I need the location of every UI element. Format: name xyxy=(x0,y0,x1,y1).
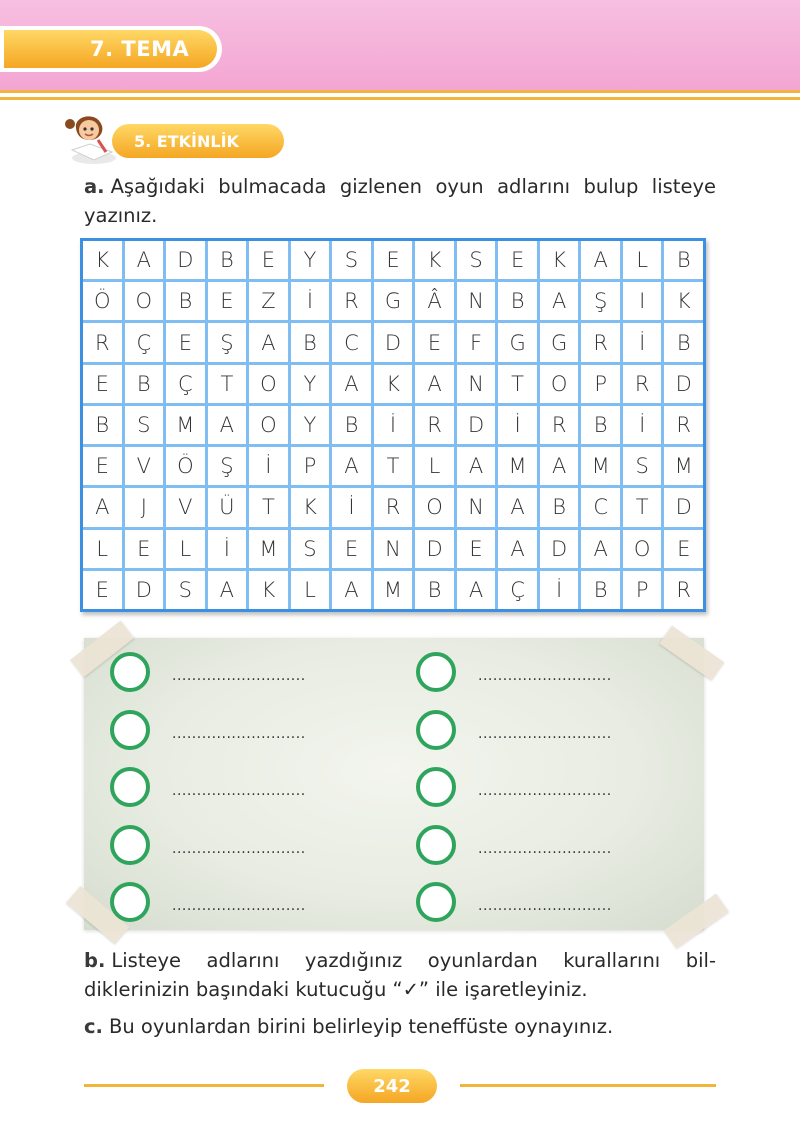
checkbox-circle[interactable] xyxy=(416,882,456,922)
activity-title: 5. ETKİNLİK xyxy=(134,131,239,151)
grid-letter-cell: E xyxy=(83,365,122,403)
grid-letter-cell: E xyxy=(208,282,247,320)
grid-letter-cell: K xyxy=(83,241,122,279)
answer-blank-line[interactable]: ........................... xyxy=(478,725,612,742)
checkbox-circle[interactable] xyxy=(110,825,150,865)
grid-letter-cell: P xyxy=(581,365,620,403)
grid-letter-cell: K xyxy=(291,488,330,526)
grid-letter-cell: O xyxy=(249,365,288,403)
grid-letter-cell: E xyxy=(374,241,413,279)
grid-letter-cell: G xyxy=(540,323,579,361)
grid-letter-cell: A xyxy=(332,447,371,485)
grid-letter-cell: E xyxy=(83,571,122,609)
grid-letter-cell: A xyxy=(457,571,496,609)
grid-letter-cell: Ö xyxy=(83,282,122,320)
answer-entry xyxy=(110,652,306,692)
grid-letter-cell: K xyxy=(415,241,454,279)
grid-letter-cell: A xyxy=(498,488,537,526)
answer-entry xyxy=(416,825,612,865)
page-number-badge xyxy=(344,1066,440,1106)
grid-letter-cell: V xyxy=(125,447,164,485)
grid-letter-cell: A xyxy=(498,530,537,568)
answer-blank-line[interactable]: ........................... xyxy=(172,898,306,914)
grid-letter-cell: S xyxy=(291,530,330,568)
grid-letter-cell: T xyxy=(498,365,537,403)
grid-letter-cell: E xyxy=(125,530,164,568)
grid-letter-cell: E xyxy=(457,530,496,568)
grid-letter-cell: D xyxy=(125,571,164,609)
grid-letter-cell: I xyxy=(623,282,662,320)
page-number: 242 xyxy=(373,1075,411,1097)
grid-letter-cell: J xyxy=(125,488,164,526)
grid-letter-cell: Ş xyxy=(208,323,247,361)
answer-entry xyxy=(416,652,612,692)
grid-letter-cell: İ xyxy=(623,406,662,444)
task-c-text: Bu oyunlardan birini belirleyip teneffüste oynayınız. xyxy=(108,1015,614,1038)
grid-letter-cell: M xyxy=(374,571,413,609)
theme-title: 7. TEMA xyxy=(90,37,190,61)
grid-letter-cell: B xyxy=(291,323,330,361)
grid-letter-cell: D xyxy=(664,488,703,526)
grid-letter-cell: B xyxy=(415,571,454,609)
grid-letter-cell: Z xyxy=(249,282,288,320)
answer-blank-line[interactable]: ........................... xyxy=(172,725,306,742)
grid-letter-cell: A xyxy=(83,488,122,526)
grid-letter-cell: R xyxy=(664,571,703,609)
grid-letter-cell: B xyxy=(581,571,620,609)
grid-letter-cell: V xyxy=(166,488,205,526)
grid-letter-cell: M xyxy=(249,530,288,568)
grid-letter-cell: B xyxy=(540,488,579,526)
grid-letter-cell: Ü xyxy=(208,488,247,526)
task-c-label: c. xyxy=(84,1015,103,1038)
grid-letter-cell: O xyxy=(540,365,579,403)
grid-letter-cell: L xyxy=(83,530,122,568)
answer-blank-line[interactable]: ........................... xyxy=(478,840,612,857)
grid-letter-cell: O xyxy=(125,282,164,320)
grid-letter-cell: Ş xyxy=(208,447,247,485)
answer-entry xyxy=(416,882,612,922)
task-b-label: b. xyxy=(84,949,106,972)
grid-letter-cell: E xyxy=(166,323,205,361)
grid-letter-cell: B xyxy=(498,282,537,320)
task-a-text: Aşağıdaki bulmacada gizlenen oyun adlarını bulup listeye yazınız. xyxy=(84,175,716,227)
grid-letter-cell: F xyxy=(457,323,496,361)
grid-letter-cell: T xyxy=(374,447,413,485)
grid-letter-cell: O xyxy=(249,406,288,444)
grid-letter-cell: A xyxy=(581,530,620,568)
grid-letter-cell: E xyxy=(249,241,288,279)
footer-divider xyxy=(460,1084,716,1087)
grid-letter-cell: K xyxy=(664,282,703,320)
answer-blank-line[interactable]: ........................... xyxy=(478,783,612,799)
grid-letter-cell: B xyxy=(664,323,703,361)
checkbox-circle[interactable] xyxy=(416,652,456,692)
answer-entry xyxy=(110,882,306,922)
grid-letter-cell: Ç xyxy=(166,365,205,403)
grid-letter-cell: A xyxy=(332,571,371,609)
grid-letter-cell: D xyxy=(457,406,496,444)
grid-letter-cell: B xyxy=(664,241,703,279)
grid-letter-cell: R xyxy=(664,406,703,444)
grid-letter-cell: M xyxy=(166,406,205,444)
grid-letter-cell: Â xyxy=(415,282,454,320)
grid-letter-cell: D xyxy=(664,365,703,403)
grid-letter-cell: A xyxy=(332,365,371,403)
grid-letter-cell: D xyxy=(540,530,579,568)
checkbox-circle[interactable] xyxy=(110,767,150,807)
answer-blank-line[interactable]: ........................... xyxy=(172,668,306,684)
grid-letter-cell: R xyxy=(540,406,579,444)
grid-letter-cell: B xyxy=(83,406,122,444)
answer-entry xyxy=(110,710,306,750)
grid-letter-cell: İ xyxy=(623,323,662,361)
grid-letter-cell: T xyxy=(208,365,247,403)
grid-letter-cell: K xyxy=(249,571,288,609)
checkbox-circle[interactable] xyxy=(110,710,150,750)
checkbox-circle[interactable] xyxy=(110,652,150,692)
grid-letter-cell: S xyxy=(332,241,371,279)
grid-letter-cell: B xyxy=(581,406,620,444)
answer-entry xyxy=(416,767,612,807)
grid-letter-cell: R xyxy=(415,406,454,444)
theme-badge xyxy=(0,26,222,72)
grid-letter-cell: E xyxy=(664,530,703,568)
grid-letter-cell: K xyxy=(374,365,413,403)
grid-letter-cell: A xyxy=(125,241,164,279)
grid-letter-cell: N xyxy=(457,365,496,403)
answer-blank-line[interactable]: ........................... xyxy=(478,898,612,914)
grid-letter-cell: A xyxy=(457,447,496,485)
grid-letter-cell: S xyxy=(166,571,205,609)
grid-letter-cell: A xyxy=(208,571,247,609)
grid-letter-cell: N xyxy=(457,488,496,526)
grid-letter-cell: Y xyxy=(291,365,330,403)
grid-letter-cell: G xyxy=(498,323,537,361)
checkbox-circle[interactable] xyxy=(110,882,150,922)
grid-letter-cell: R xyxy=(83,323,122,361)
grid-letter-cell: Ö xyxy=(166,447,205,485)
grid-letter-cell: E xyxy=(332,530,371,568)
grid-letter-cell: İ xyxy=(332,488,371,526)
checkbox-circle[interactable] xyxy=(416,825,456,865)
grid-letter-cell: İ xyxy=(498,406,537,444)
task-a-label: a. xyxy=(84,175,105,198)
grid-letter-cell: İ xyxy=(540,571,579,609)
grid-letter-cell: P xyxy=(623,571,662,609)
grid-letter-cell: D xyxy=(415,530,454,568)
grid-letter-cell: D xyxy=(374,323,413,361)
answer-entry xyxy=(110,767,306,807)
grid-letter-cell: G xyxy=(374,282,413,320)
grid-letter-cell: D xyxy=(166,241,205,279)
answer-blank-line[interactable]: ........................... xyxy=(172,783,306,799)
header-divider xyxy=(0,90,800,93)
task-b-text: Listeye adlarını yazdığınız oyunlardan kurallarını bil-diklerinizin başındaki kutucuğu “✓” ile işaretleyiniz. xyxy=(84,949,716,1001)
grid-letter-cell: E xyxy=(498,241,537,279)
checkbox-circle[interactable] xyxy=(416,710,456,750)
grid-letter-cell: E xyxy=(83,447,122,485)
grid-letter-cell: R xyxy=(374,488,413,526)
header-divider xyxy=(0,97,800,100)
grid-letter-cell: M xyxy=(664,447,703,485)
grid-letter-cell: İ xyxy=(291,282,330,320)
grid-letter-cell: M xyxy=(498,447,537,485)
grid-letter-cell: A xyxy=(540,447,579,485)
grid-letter-cell: Ş xyxy=(581,282,620,320)
grid-letter-cell: T xyxy=(623,488,662,526)
grid-letter-cell: A xyxy=(581,241,620,279)
grid-letter-cell: O xyxy=(415,488,454,526)
checkbox-circle[interactable] xyxy=(416,767,456,807)
grid-letter-cell: P xyxy=(291,447,330,485)
grid-letter-cell: İ xyxy=(249,447,288,485)
task-b-paragraph xyxy=(84,946,716,1004)
grid-letter-cell: İ xyxy=(374,406,413,444)
grid-letter-cell: L xyxy=(415,447,454,485)
grid-letter-cell: K xyxy=(540,241,579,279)
activity-badge xyxy=(112,124,284,158)
grid-letter-cell: L xyxy=(291,571,330,609)
grid-letter-cell: M xyxy=(581,447,620,485)
answer-blank-line[interactable]: ........................... xyxy=(172,840,306,857)
grid-letter-cell: C xyxy=(332,323,371,361)
grid-letter-cell: L xyxy=(623,241,662,279)
grid-letter-cell: S xyxy=(125,406,164,444)
grid-letter-cell: Ç xyxy=(498,571,537,609)
task-a-paragraph xyxy=(84,172,716,230)
grid-letter-cell: B xyxy=(125,365,164,403)
grid-letter-cell: A xyxy=(540,282,579,320)
grid-letter-cell: A xyxy=(415,365,454,403)
answer-blank-line[interactable]: ........................... xyxy=(478,668,612,684)
answer-entry xyxy=(416,710,612,750)
grid-letter-cell: Y xyxy=(291,406,330,444)
word-search-grid xyxy=(83,241,703,609)
grid-letter-cell: N xyxy=(374,530,413,568)
grid-letter-cell: O xyxy=(623,530,662,568)
grid-letter-cell: Y xyxy=(291,241,330,279)
grid-letter-cell: N xyxy=(457,282,496,320)
grid-letter-cell: R xyxy=(623,365,662,403)
grid-letter-cell: E xyxy=(415,323,454,361)
grid-letter-cell: S xyxy=(457,241,496,279)
grid-letter-cell: R xyxy=(332,282,371,320)
task-c-paragraph xyxy=(84,1012,716,1041)
grid-letter-cell: A xyxy=(208,406,247,444)
grid-letter-cell: İ xyxy=(208,530,247,568)
grid-letter-cell: L xyxy=(166,530,205,568)
grid-letter-cell: B xyxy=(208,241,247,279)
footer-divider xyxy=(84,1084,324,1087)
word-search-puzzle xyxy=(80,238,706,612)
grid-letter-cell: B xyxy=(332,406,371,444)
grid-letter-cell: B xyxy=(166,282,205,320)
grid-letter-cell: C xyxy=(581,488,620,526)
grid-letter-cell: S xyxy=(623,447,662,485)
grid-letter-cell: A xyxy=(249,323,288,361)
grid-letter-cell: Ç xyxy=(125,323,164,361)
grid-letter-cell: T xyxy=(249,488,288,526)
grid-letter-cell: R xyxy=(581,323,620,361)
answer-entry xyxy=(110,825,306,865)
